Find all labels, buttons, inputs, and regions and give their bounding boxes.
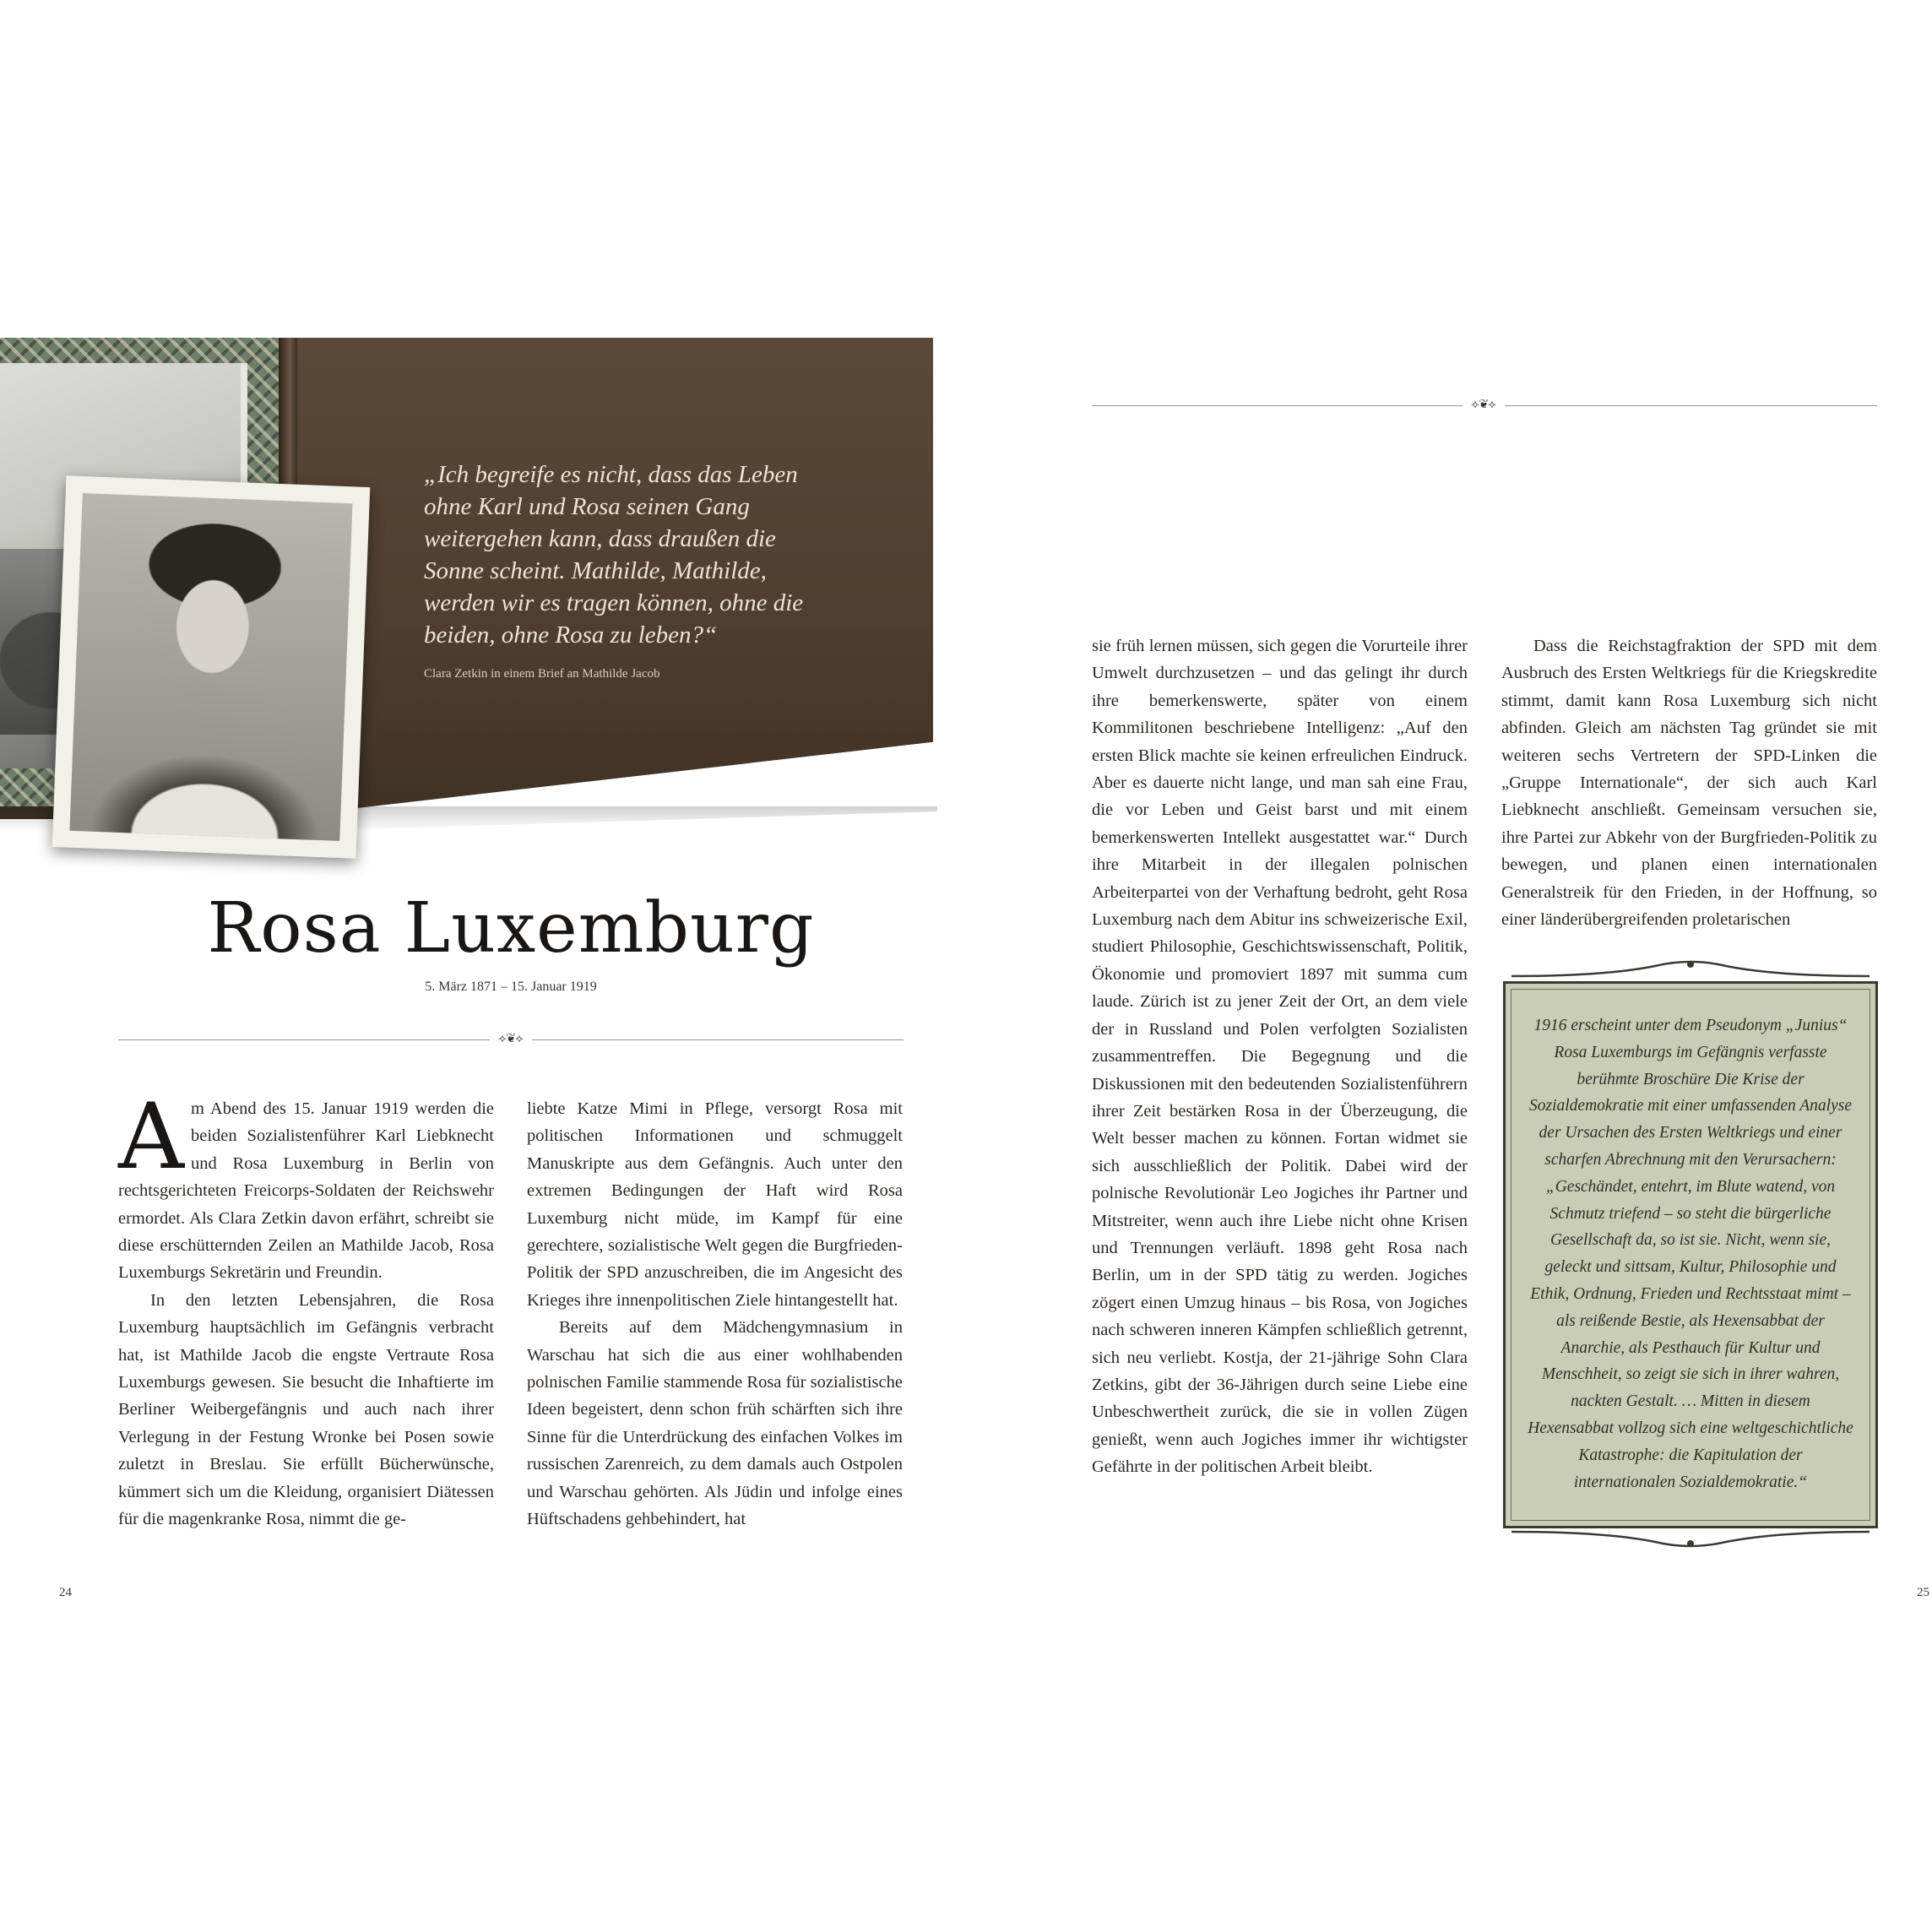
- rosa-luxemburg-portrait: [69, 493, 352, 841]
- paragraph: liebte Katze Mimi in Pflege, versorgt Rosa mit politischen Informationen und schmuggelt Manuskripte aus dem Gefängnis. Auch unter den extremen Bedingungen der Haft wird Rosa Luxemburg nicht müde, im Kampf für eine gerechtere, sozialistische Welt gegen die Burgfrieden-Politik der SPD anzuschreiben, die im Angesicht des Krieges ihre innenpolitischen Ziele hintangestellt hat.: [527, 1099, 903, 1310]
- column-2: [527, 1095, 903, 1533]
- pull-quote: „Ich begreife es nicht, dass das Leben ohne Karl und Rosa seinen Gang weitergehen kann, dass draußen die Sonne scheint. Mathilde, Mathilde, werden wir es tragen können, ohne die beiden, ohne Rosa zu leben?“: [424, 461, 804, 649]
- top-divider-ornament-icon: ⟡❦⟡: [1463, 401, 1505, 410]
- drop-cap: A: [118, 1084, 184, 1190]
- paragraph: Bereits auf dem Mädchengymnasium in Warschau hat sich die aus einer wohlhabenden polnischen Familie stammende Rosa für sozialistische Ideen begeistert, denn schon früh schärften sich ihre Sinne für die Unterdrückung des einfachen Volkes im russischen Zarenreich, zu dem damals auch Ostpolen und Warschau gehörten. Als Jüdin und infolge eines Hüftschadens gehbehindert, hat: [527, 1318, 903, 1529]
- pull-quote-source: Clara Zetkin in einem Brief an Mathilde Jacob: [424, 667, 660, 681]
- portrait-photo-card: [52, 475, 371, 858]
- sidebar-bottom-flourish-icon: [1503, 1528, 1878, 1550]
- page-number-left: 24: [59, 1586, 72, 1599]
- column-4: [1501, 632, 1877, 933]
- paragraph: sie früh lernen müssen, sich gegen die Vorurteile ihrer Umwelt durchzusetzen – und das gelingt ihr durch ihre bemerkenswerte, später von einem Kommilitonen beschriebene Intelligenz: „Auf den ersten Blick machte sie keinen erfreulichen Eindruck. Aber es dauerte nicht lange, und man sah eine Frau, die vor Leben und Geist barst und mit einem bemerkenswerten Intellekt ausgestattet war.“ Durch ihre Mitarbeit in der illegalen polnischen Arbeiterpartei von der Verhaftung bedroht, geht Rosa Luxemburg nach dem Abitur ins schweizerische Exil, studiert Philosophie, Geschichtswissenschaft, Politik, Ökonomie und promoviert 1897 mit summa cum laude. Zürich ist zu jener Zeit der Ort, an dem viele der in Russland und Polen verfolgten Sozialisten zusammentreffen. Die Begegnung und die Diskussionen mit den bedeutenden Sozialistenführern ihrer Zeit bestärken Rosa in der Überzeugung, die Welt besser machen zu können. Fortan widmet sie sich ausschließlich der Politik. Dabei wird der polnische Revolutionär Leo Jogiches ihr Partner und Mitstreiter, wenn auch ihre Liebe nicht ohne Krisen und Trennungen verläuft. 1898 geht Rosa nach Berlin, um in der SPD tätig zu werden. Jogiches zögert einen Umzug hinaus – bis Rosa, von Jogiches nach schweren inneren Kämpfen schließlich getrennt, sich neu verliebt. Kostja, der 21-jährige Sohn Clara Zetkins, gibt der 36-Jährigen durch seine Liebe eine Unbeschwertheit zurück, die sie in vollen Zügen genießt, wenn auch Jogiches immer ihr wichtigster Gefährte in der politischen Arbeit bleibt.: [1092, 637, 1468, 1477]
- article-title: Rosa Luxemburg: [207, 888, 815, 969]
- column-3: [1092, 632, 1468, 1481]
- sidebar-top-flourish-icon: [1503, 958, 1878, 980]
- divider-ornament-icon: ⟡❦⟡: [490, 1035, 532, 1044]
- life-dates: 5. März 1871 – 15. Januar 1919: [425, 980, 597, 994]
- page-number-right: 25: [1917, 1586, 1929, 1599]
- paragraph: Dass die Reichstagfraktion der SPD mit dem Ausbruch des Ersten Weltkriegs für die Kriegskredite stimmt, damit kann Rosa Luxemburg sich nicht abfinden. Gleich am nächsten Tag gründet sie mit weiteren sechs Vertretern der SPD-Linken die „Gruppe Internationale“, der sich auch Karl Liebknecht anschließt. Gemeinsam versuchen sie, ihre Partei zur Abkehr von der Burgfrieden-Politik zu bewegen, und planen einen internationalen Generalstreik für den Frieden, in der Hoffnung, so einer länderübergreifenden proletarischen: [1501, 637, 1877, 930]
- column-1: [118, 1084, 494, 1533]
- paragraph: In den letzten Lebensjahren, die Rosa Luxemburg hauptsächlich im Gefängnis verbracht hat, ist Mathilde Jacob die engste Vertraute Rosa Luxemburgs gewesen. Sie besucht die Inhaftierte im Berliner Weibergefängnis und auch nach ihrer Verlegung in der Festung Wronke bei Posen sowie zuletzt in Breslau. Sie erfüllt Bücherwünsche, kümmert sich um die Kleidung, organisiert Diätessen für die magenkranke Rosa, nimmt die ge-: [118, 1290, 494, 1529]
- sidebar-box: [1503, 981, 1878, 1528]
- sidebar-text: 1916 erscheint unter dem Pseudonym „Junius“ Rosa Luxemburgs im Gefängnis verfasste berühmte Broschüre Die Krise der Sozialdemokratie mit einer umfassenden Analyse der Ursachen des Ersten Weltkriegs und einer scharfen Abrechnung mit den Verursachern: „Geschändet, entehrt, im Blute watend, von Schmutz triefend – so steht die bürgerliche Gesellschaft da, so ist sie. Nicht, wenn sie, geleckt und sittsam, Kultur, Philosophie und Ethik, Ordnung, Frieden und Rechtsstaat mimt – als reißende Bestie, als Hexensabbat der Anarchie, als Pesthauch für Kultur und Menschheit, so zeigt sie sich in ihrer wahren, nackten Gestalt. … Mitten in diesem Hexensabbat vollzog sich eine weltgeschichtliche Katastrophe: die Kapitulation der internationalen Sozialdemokratie.“: [1528, 1017, 1853, 1491]
- paragraph: Am Abend des 15. Januar 1919 werden die beiden Sozialistenführer Karl Liebknecht und Rosa Luxemburg in Berlin von rechtsgerichteten Freicorps-Soldaten der Reichswehr ermordet. Als Clara Zetkin davon erfährt, schreibt sie diese erschütternden Zeilen an Mathilde Jacob, Rosa Luxemburgs Sekretärin und Freundin.: [118, 1084, 494, 1283]
